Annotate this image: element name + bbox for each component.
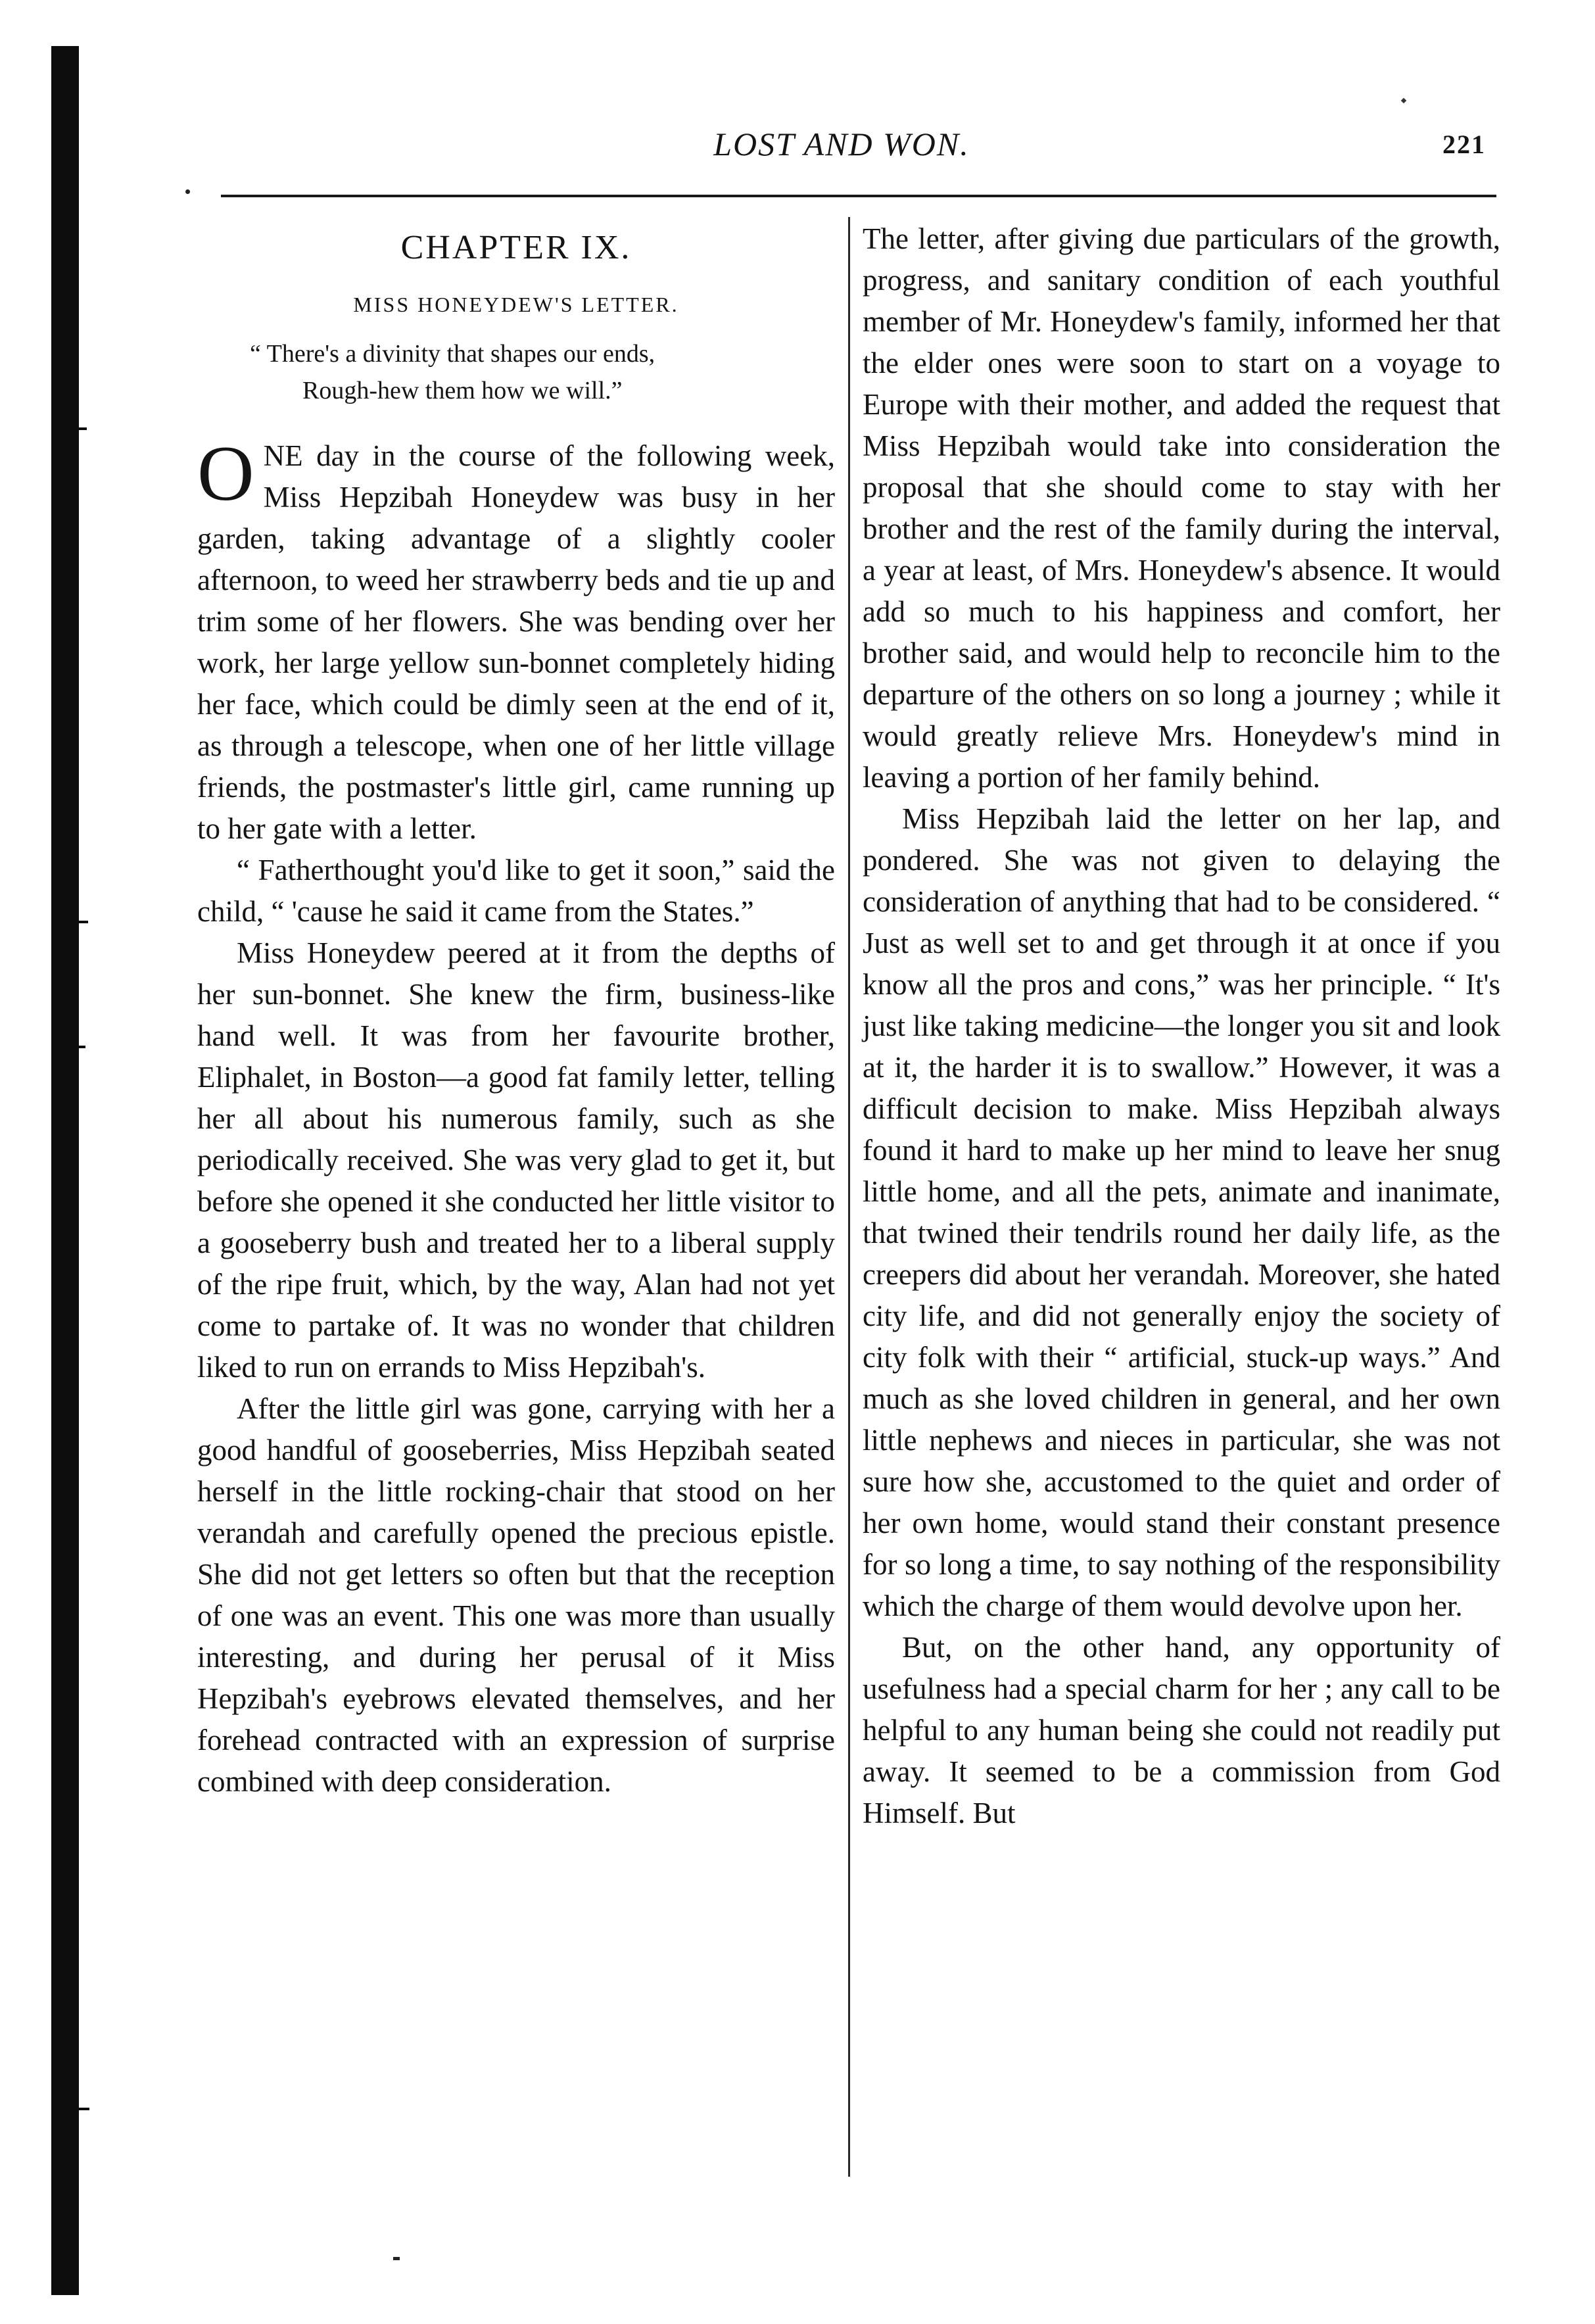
drop-cap: O [197, 429, 254, 517]
binding-edge [51, 46, 79, 2295]
epigraph-line: Rough-hew them how we will.” [302, 377, 623, 404]
lead-word: NE [263, 439, 303, 472]
left-column [197, 218, 835, 1803]
paragraph: After the little girl was gone, carrying with her a good handful of gooseberries, Miss Hepzibah seated herself in the little rocking-chair that stood on her verandah and carefully opened the precious epistle. She did not get letters so often but that the reception of one was an event. This one was more than usually interesting, and during her perusal of it Miss Hepzibah's eyebrows elevated themselves, and her forehead contracted with an expression of surprise combined with deep consideration. [197, 1392, 835, 1798]
paragraph: Miss Honeydew peered at it from the depths of her sun-bonnet. She knew the firm, business-like hand well. It was from her favourite brother, Eliphalet, in Boston—a good fat family letter, telling her all about his numerous family, such as she periodically received. She was very glad to get it, but before she opened it she conducted her little visitor to a gooseberry bush and treated her to a liberal supply of the ripe fruit, which, by the way, Alan had not yet come to partake of. It was no wonder that children liked to run on errands to Miss Hepzibah's. [197, 936, 835, 1384]
running-title: LOST AND WON. [713, 126, 970, 162]
chapter-subtitle: MISS HONEYDEW'S LETTER. [353, 293, 679, 316]
paragraph: But, on the other hand, any opportunity of usefulness had a special charm for her ; any call to be helpful to any human being she could not readily put away. It seemed to be a commission from God Himself. But [863, 1631, 1500, 1829]
binding-notch [79, 2108, 89, 2110]
binding-notch [79, 427, 87, 430]
paragraph: Miss Hepzibah laid the letter on her lap, and pondered. She was not given to delaying the consideration of anything that had to be considered. “ Just as well set to and get through it at once if you know all the pros and cons,” was her principle. “ It's just like taking medicine—the longer you sit and look at it, the harder it is to swallow.” However, it was a difficult decision to make. Miss Hepzibah always found it hard to make up her mind to leave her snug little home, and all the pets, animate and inanimate, that twined their tendrils round her daily life, as the creepers did about her verandah. Moreover, she hated city life, and did not generally enjoy the society of city folk with their “ artificial, stuck-up ways.” And much as she loved children in general, and her own little nephews and nieces in particular, she was not sure how she, accustomed to the quiet and order of her own home, would stand their constant presence for so long a time, to say nothing of the responsibility which the charge of them would devolve upon her. [863, 802, 1500, 1622]
page-header [197, 125, 1486, 178]
paragraph-text: day in the course of the following week, Miss Hepzibah Honeydew was busy in her garden, taking advantage of a slightly cooler afternoon, to weed her strawberry beds and tie up and trim some of her flowers. She was bending over her work, her large yellow sun-bonnet completely hiding her face, which could be dimly seen at the end of it, as through a telescope, when one of her little village friends, the postmaster's little girl, came running up to her gate with a letter. [197, 439, 835, 845]
stray-mark [393, 2257, 400, 2260]
epigraph-line: “ There's a divinity that shapes our ends, [250, 340, 655, 368]
chapter-heading: CHAPTER IX. [400, 229, 632, 266]
paragraph: The letter, after giving due particulars of the growth, progress, and sanitary condition of each youthful member of Mr. Honeydew's family, informed her that the elder ones were soon to start on a voyage to Europe with their mother, and added the request that Miss Hepzibah would take into consideration the proposal that she should come to stay with her brother and the rest of the family during the interval, a year at least, of Mrs. Honeydew's absence. It would add so much to his happiness and comfort, her brother said, and would help to reconcile him to the departure of the others on so long a journey ; while it would greatly relieve Mrs. Honeydew's mind in leaving a portion of her family behind. [863, 222, 1500, 794]
paragraph: “ Fatherthought you'd like to get it soon,” said the child, “ 'cause he said it came from the States.” [197, 854, 835, 928]
right-column [863, 218, 1500, 1834]
stray-dot [185, 189, 190, 194]
binding-notch [79, 921, 88, 923]
epigraph [197, 335, 835, 409]
header-rule [221, 195, 1496, 197]
paragraph [197, 429, 835, 850]
binding-notch [79, 1046, 85, 1048]
page-number: 221 [1442, 130, 1486, 159]
column-divider [848, 217, 850, 2177]
stray-mark [1401, 98, 1406, 103]
